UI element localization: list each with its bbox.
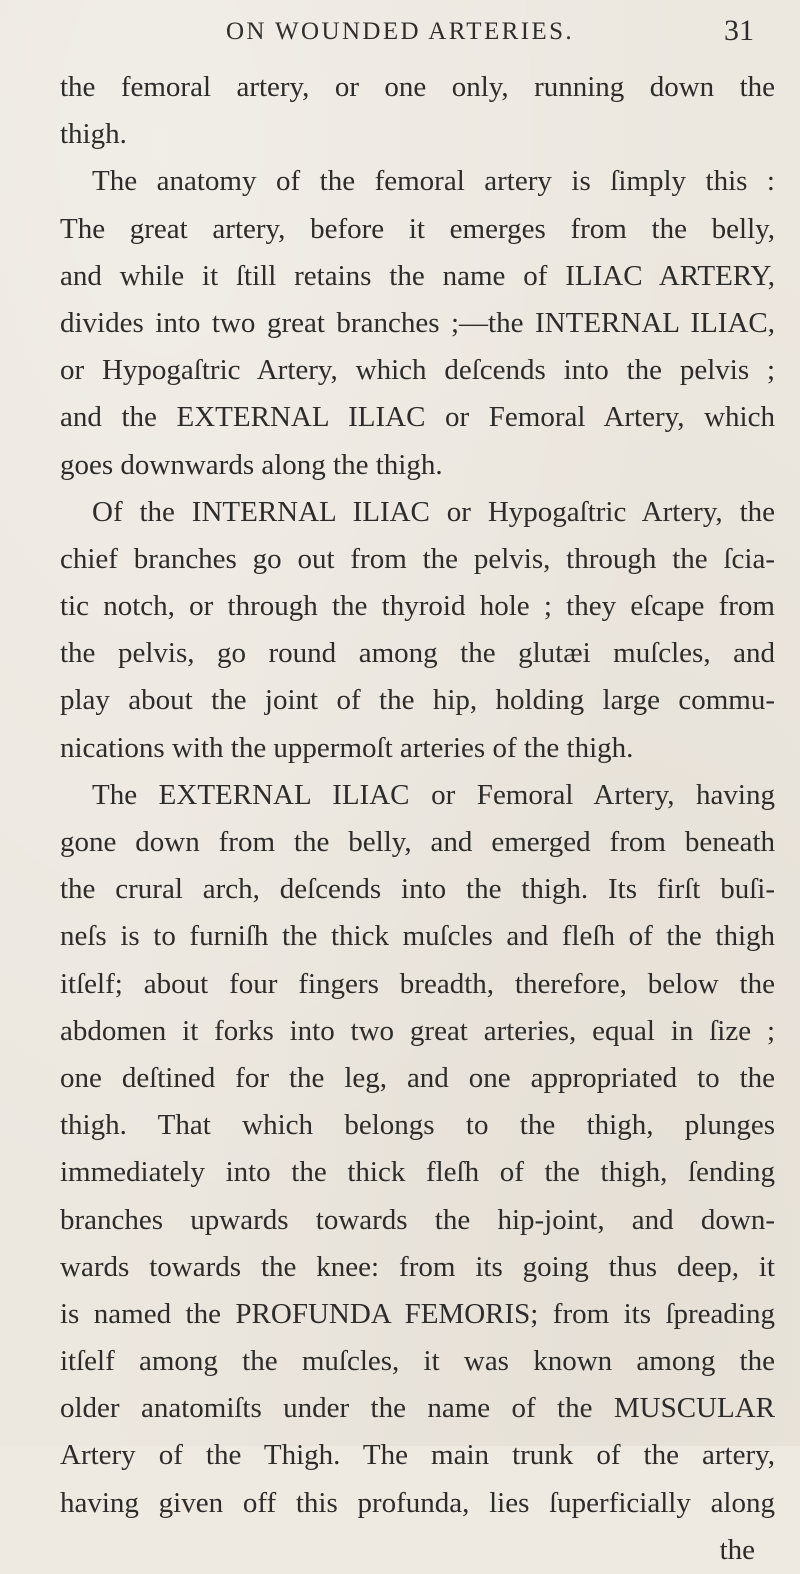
catchword: the [719,1533,755,1566]
text-line: the femoral artery, or one only, running down the [60,71,775,103]
text-line: and the EXTERNAL ILIAC or Femoral Artery, which [60,401,775,434]
text-line: neſs is to furniſh the thick muſcles and fleſh of the thigh [60,920,775,953]
text-line: The EXTERNAL ILIAC or Femoral Artery, having [92,778,775,811]
text-line: wards towards the knee: from its going thus deep, it [60,1250,775,1283]
running-title: ON WOUNDED ARTERIES. [225,18,575,45]
text-line: immediately into the thick fleſh of the thigh, ſending [60,1156,775,1189]
text-line: chief branches go out from the pelvis, through the ſcia- [60,542,775,575]
text-line: thigh. [60,118,127,151]
text-line: thigh. That which belongs to the thigh, plunges [60,1109,775,1142]
text-line: Artery of the Thigh. The main trunk of the artery, [60,1439,775,1472]
text-line: older anatomiſts under the name of the MUSCULAR [60,1392,775,1425]
text-line: divides into two great branches ;—the INTERNAL ILIAC, [60,306,775,339]
page-number: 31 [724,14,754,47]
text-line: itſelf; about four fingers breadth, therefore, below the [60,967,775,1000]
text-line: and while it ſtill retains the name of ILIAC ARTERY, [60,259,775,292]
text-line: The anatomy of the femoral artery is ſimply this : [92,165,775,198]
text-line: one deſtined for the leg, and one appropriated to the [60,1061,775,1094]
running-head [0,14,800,54]
text-line: The great artery, before it emerges from the belly, [60,212,775,245]
text-line: tic notch, or through the thyroid hole ; they eſcape from [60,590,775,623]
text-line: is named the PROFUNDA FEMORIS; from its ſpreading [60,1297,775,1330]
text-line: the pelvis, go round among the glutæi muſcles, and [60,637,775,670]
text-line: itſelf among the muſcles, it was known among the [60,1345,775,1378]
text-line: branches upwards towards the hip-joint, and down- [60,1203,775,1236]
text-line: gone down from the belly, and emerged from beneath [60,826,775,858]
text-line: the crural arch, deſcends into the thigh. Its firſt buſi- [60,873,775,906]
text-line: goes downwards along the thigh. [60,448,443,481]
body-text [60,64,775,1574]
text-line: nications with the uppermoſt arteries of the thigh. [60,731,634,764]
text-line: Of the INTERNAL ILIAC or Hypogaſtric Artery, the [92,495,775,528]
text-line: having given off this profunda, lies ſuperficially along [60,1486,775,1519]
text-line: abdomen it forks into two great arteries, equal in ſize ; [60,1014,775,1047]
text-line: play about the joint of the hip, holding large commu- [60,684,775,717]
text-line: or Hypogaſtric Artery, which deſcends into the pelvis ; [60,354,775,387]
